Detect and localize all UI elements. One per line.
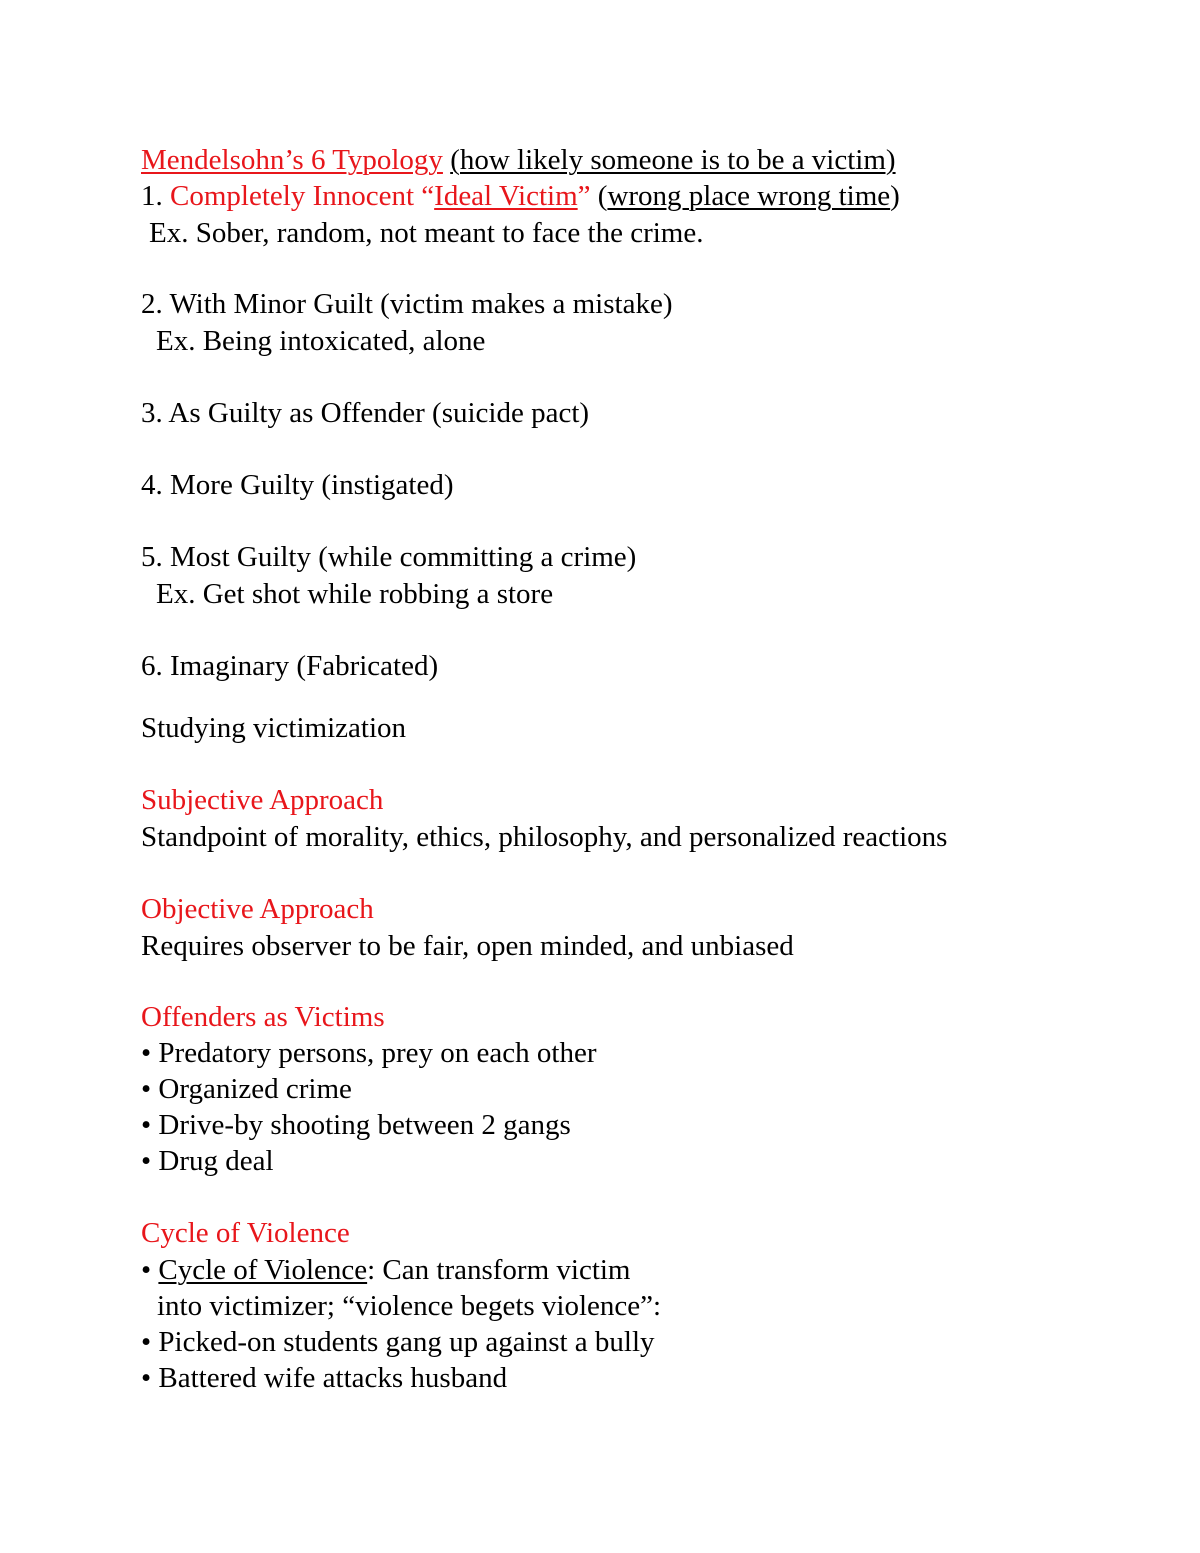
- objective-text: Requires observer to be fair, open minded, and unbiased: [141, 930, 794, 962]
- item1-paren-close: ): [890, 180, 900, 212]
- item1-number: 1.: [141, 180, 170, 212]
- offenders-bullet-1: • Predatory persons, prey on each other: [141, 1037, 597, 1069]
- typology-item-4: 4. More Guilty (instigated): [141, 469, 454, 501]
- cycle-bullet-3: • Battered wife attacks husband: [141, 1362, 508, 1394]
- item1-paren-text: wrong place wrong time: [607, 180, 891, 212]
- item1-example: Ex. Sober, random, not meant to face the crime.: [149, 217, 704, 249]
- title-line: [141, 142, 896, 178]
- cycle-bullet1-rest: : Can transform victim: [367, 1254, 631, 1286]
- studying-victimization: Studying victimization: [141, 712, 407, 744]
- typology-item-1: [141, 178, 900, 214]
- cycle-bullet-1-continued: into victimizer; “violence begets violence”:: [157, 1290, 662, 1322]
- offenders-heading: Offenders as Victims: [141, 1001, 385, 1033]
- item2-example: Ex. Being intoxicated, alone: [156, 325, 486, 357]
- subjective-text: Standpoint of morality, ethics, philosophy, and personalized reactions: [141, 821, 948, 853]
- item1-label-ideal-victim: Ideal Victim: [434, 180, 578, 212]
- cycle-bullet-1: [141, 1252, 631, 1288]
- objective-heading: Objective Approach: [141, 893, 374, 925]
- typology-item-2: 2. With Minor Guilt (victim makes a mistake): [141, 288, 673, 320]
- offenders-bullet-4: • Drug deal: [141, 1145, 274, 1177]
- typology-item-3: 3. As Guilty as Offender (suicide pact): [141, 397, 590, 429]
- title-main: Mendelsohn’s 6 Typology: [141, 144, 443, 176]
- cycle-bullet1-prefix: •: [141, 1254, 159, 1286]
- offenders-bullet-3: • Drive-by shooting between 2 gangs: [141, 1109, 571, 1141]
- typology-item-5: 5. Most Guilty (while committing a crime): [141, 541, 637, 573]
- item1-label-c: ”: [577, 180, 591, 212]
- cycle-bullet-2: • Picked-on students gang up against a bully: [141, 1326, 655, 1358]
- item1-paren-open: (: [590, 180, 608, 212]
- title-paren: (how likely someone is to be a victim): [450, 144, 896, 176]
- typology-item-6: 6. Imaginary (Fabricated): [141, 650, 439, 682]
- offenders-bullet-2: • Organized crime: [141, 1073, 352, 1105]
- item5-example: Ex. Get shot while robbing a store: [156, 578, 554, 610]
- cycle-heading: Cycle of Violence: [141, 1217, 350, 1249]
- item1-label-a: Completely Innocent “: [170, 180, 435, 212]
- cycle-bullet1-term: Cycle of Violence: [158, 1254, 368, 1286]
- subjective-heading: Subjective Approach: [141, 784, 384, 816]
